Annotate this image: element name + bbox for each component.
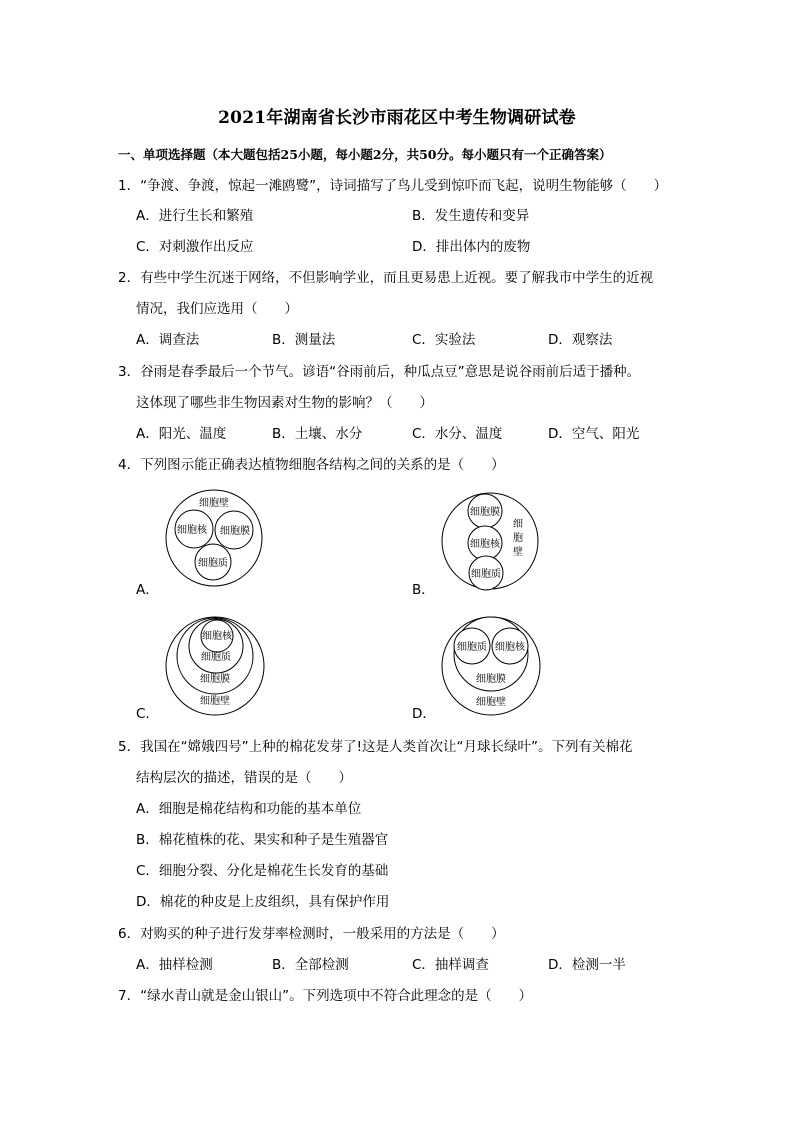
- figure-b-membrane-label: 细胞膜: [470, 507, 500, 518]
- q6-stem: 6．对购买的种子进行发芽率检测时，一般采用的方法是（ ）: [118, 926, 505, 942]
- figure-a-nucleus-label: 细胞核: [177, 525, 207, 536]
- figure-c-membrane-label: 细胞膜: [200, 674, 230, 685]
- figure-a-wall-label: 细胞壁: [199, 498, 229, 509]
- figure-c-diagram: [164, 614, 268, 720]
- figure-d-label: D．: [412, 706, 436, 722]
- figure-a-membrane-label: 细胞膜: [220, 526, 250, 537]
- q3-option-d: D．空气、阳光: [548, 426, 640, 442]
- q6-option-a: A．抽样检测: [136, 957, 213, 973]
- q5-option-c: C．细胞分裂、分化是棉花生长发育的基础: [136, 863, 389, 879]
- q5-stem-line2: 结构层次的描述，错误的是（ ）: [136, 770, 352, 786]
- q1-option-a: A．进行生长和繁殖: [136, 208, 254, 224]
- q2-option-d: D．观察法: [548, 332, 613, 348]
- figure-a-diagram: [164, 488, 268, 592]
- q2-stem-line1: 2．有些中学生沉迷于网络，不但影响学业，而且更易患上近视。要了解我市中学生的近视: [118, 270, 654, 286]
- q2-stem-line2: 情况，我们应选用（ ）: [136, 301, 298, 317]
- q1-stem: 1．“争渡、争渡，惊起一滩鸥鹭”，诗词描写了鸟儿受到惊吓而飞起，说明生物能够（ ）: [118, 178, 668, 194]
- figure-b-wall-char-1: 细: [513, 519, 523, 530]
- figure-c-wall-label: 细胞壁: [200, 696, 230, 707]
- figure-d-membrane-label: 细胞膜: [476, 674, 506, 685]
- q5-option-a: A．细胞是棉花结构和功能的基本单位: [136, 801, 362, 817]
- q6-option-d: D．检测一半: [548, 957, 626, 973]
- q3-option-a: A．阳光、温度: [136, 426, 227, 442]
- figure-b-diagram: [440, 490, 542, 594]
- figure-b-nucleus-label: 细胞核: [470, 539, 500, 550]
- figure-c-label: C．: [136, 706, 159, 722]
- figure-d-wall-label: 细胞壁: [476, 697, 506, 708]
- figure-a-label: A．: [136, 582, 159, 598]
- figure-a-cytoplasm-label: 细胞质: [198, 558, 228, 569]
- q5-option-b: B．棉花植株的花、果实和种子是生殖器官: [136, 832, 389, 848]
- figure-b-wall-char-2: 胞: [513, 533, 523, 544]
- q3-option-c: C．水分、温度: [412, 426, 503, 442]
- figure-b-wall-char-3: 壁: [513, 547, 523, 558]
- q2-option-c: C．实验法: [412, 332, 476, 348]
- figure-b-label: B．: [412, 582, 435, 598]
- q6-option-c: C．抽样调查: [412, 957, 489, 973]
- figure-c-nucleus-label: 细胞核: [202, 631, 232, 642]
- figure-c-cytoplasm-label: 细胞质: [201, 652, 231, 663]
- q4-stem: 4．下列图示能正确表达植物细胞各结构之间的关系的是（ ）: [118, 457, 505, 473]
- figure-d-nucleus-label: 细胞核: [495, 642, 525, 653]
- section-heading: 一、单项选择题（本大题包括25小题，每小题2分，共50分。每小题只有一个正确答案）: [118, 147, 612, 162]
- q3-option-b: B．土壤、水分: [272, 426, 363, 442]
- q2-option-b: B．测量法: [272, 332, 336, 348]
- q1-option-c: C．对刺激作出反应: [136, 239, 254, 255]
- figure-d-diagram: [440, 614, 544, 720]
- q2-option-a: A．调查法: [136, 332, 200, 348]
- figure-b-cytoplasm-label: 细胞质: [471, 569, 501, 580]
- q5-option-d: D．棉花的种皮是上皮组织，具有保护作用: [136, 894, 390, 910]
- q7-stem: 7．“绿水青山就是金山银山”。下列选项中不符合此理念的是（ ）: [118, 988, 533, 1004]
- q3-stem-line1: 3．谷雨是春季最后一个节气。谚语“谷雨前后，种瓜点豆”意思是说谷雨前后适于播种。: [118, 364, 641, 380]
- q3-stem-line2: 这体现了哪些非生物因素对生物的影响？（ ）: [136, 395, 433, 411]
- paper-title: 2021年湖南省长沙市雨花区中考生物调研试卷: [218, 108, 576, 128]
- q5-stem-line1: 5．我国在“嫦娥四号”上种的棉花发芽了!这是人类首次让“月球长绿叶”。下列有关棉花: [118, 739, 633, 755]
- q6-option-b: B．全部检测: [272, 957, 349, 973]
- figure-d-cytoplasm-label: 细胞质: [457, 642, 487, 653]
- q1-option-b: B．发生遗传和变异: [412, 208, 530, 224]
- q1-option-d: D．排出体内的废物: [412, 239, 531, 255]
